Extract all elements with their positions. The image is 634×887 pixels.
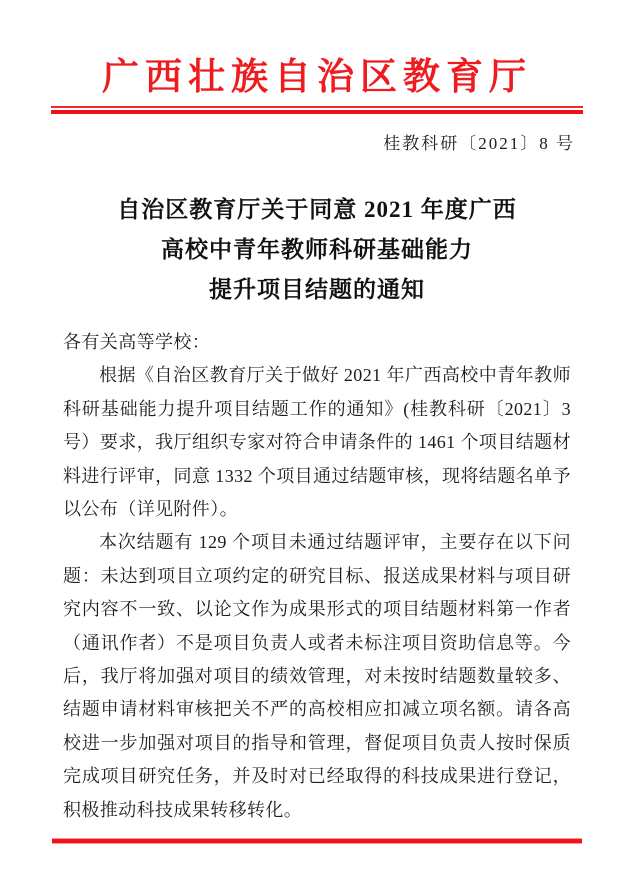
- notice-title-line-1: 自治区教育厅关于同意 2021 年度广西: [117, 197, 517, 222]
- notice-title-line-2: 高校中青年教师科研基础能力: [161, 237, 473, 262]
- letterhead-title: 广西壮族自治区教育厅: [102, 57, 532, 98]
- notice-body: [63, 326, 571, 827]
- body-paragraph-2: 本次结题有 129 个项目未通过结题评审，主要存在以下问题：未达到项目立项约定的研究目标、报送成果材料与项目研究内容不一致、以论文作为成果形式的项目结题材料第一作者（通讯作者）不是项目负责人或者未标注项目资助信息等。今后，我厅将加强对项目的绩效管理，对未按时结题数量较多、结题申请材料审核把关不严的高校相应扣减立项名额。请各高校进一步加强对项目的指导和管理，督促项目负责人按时保质完成项目研究任务，并及时对已经取得的科技成果进行登记，积极推动科技成果转移转化。: [63, 532, 571, 820]
- notice-title-line-3: 提升项目结题的通知: [209, 277, 425, 302]
- footer-rule: [52, 838, 582, 844]
- notice-title: [0, 190, 634, 310]
- body-paragraph-1: 根据《自治区教育厅关于做好 2021 年广西高校中青年教师科研基础能力提升项目结题工作的通知》(桂教科研〔2021〕3 号）要求，我厅组织专家对符合申请条件的 1461 个项目结题材料进行评审，同意 1332 个项目通过结题审核，现将结题名单予以公布（详见附件）。: [63, 365, 571, 520]
- doc-number: 桂教科研〔2021〕8 号: [383, 134, 575, 153]
- header-rule: [51, 106, 583, 114]
- salutation: 各有关高等学校：: [63, 332, 211, 352]
